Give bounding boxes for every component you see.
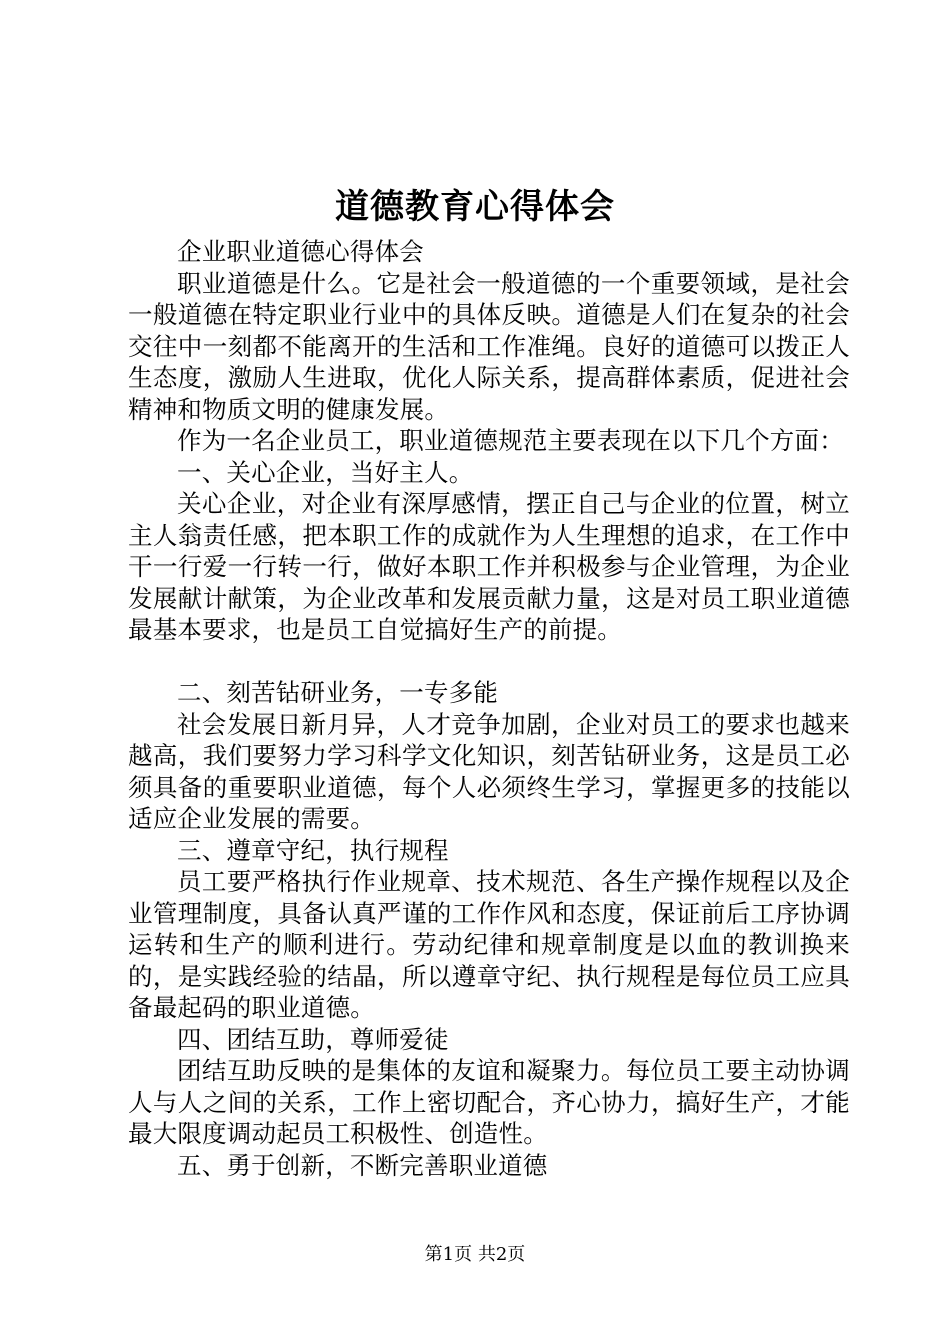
document-body (128, 236, 850, 1181)
section-heading: 二、刻苦钻研业务，一专多能 (177, 678, 499, 707)
section-heading: 四、团结互助，尊师爱徒 (177, 1024, 449, 1054)
body-paragraph: 员工要严格执行作业规章、技术规范、各生产操作规程以及企业管理制度，具备认真严谨的工作作风和态度，保证前后工序协调运转和生产的顺利进行。劳动纪律和规章制度是以血的教训换来的，是实践经验的结晶，所以遵章守纪、执行规程是每位员工应具备最起码的职业道德。 (128, 867, 850, 1022)
subtitle-paragraph: 企业职业道德心得体会 (177, 237, 424, 266)
section-heading: 三、遵章守纪，执行规程 (177, 835, 449, 865)
body-paragraph: 关心企业，对企业有深厚感情，摆正自己与企业的位置，树立主人翁责任感，把本职工作的成就作为人生理想的追求，在工作中干一行爱一行转一行，做好本职工作并积极参与企业管理，为企业发展献计献策，为企业改革和发展贡献力量，这是对员工职业道德最基本要求，也是员工自觉搞好生产的前提。 (128, 489, 850, 644)
body-paragraph: 团结互助反映的是集体的友谊和凝聚力。每位员工要主动协调人与人之间的关系，工作上密切配合，齐心协力，搞好生产，才能最大限度调动起员工积极性、创造性。 (128, 1056, 850, 1148)
section-heading: 五、勇于创新，不断完善职业道德 (177, 1150, 548, 1180)
document-title: 道德教育心得体会 (335, 187, 615, 227)
body-paragraph: 作为一名企业员工，职业道德规范主要表现在以下几个方面： (177, 426, 844, 455)
body-paragraph: 社会发展日新月异，人才竞争加剧，企业对员工的要求也越来越高，我们要努力学习科学文化知识，刻苦钻研业务，这是员工必须具备的重要职业道德，每个人必须终生学习，掌握更多的技能以适应企业发展的需要。 (128, 709, 850, 833)
body-paragraph: 职业道德是什么。它是社会一般道德的一个重要领域，是社会一般道德在特定职业行业中的具体反映。道德是人们在复杂的社会交往中一刻都不能离开的生活和工作准绳。良好的道德可以拨正人生态度，激励人生进取，优化人际关系，提高群体素质，促进社会精神和物质文明的健康发展。 (128, 268, 850, 424)
page-footer: 第1页 共2页 (424, 1244, 526, 1265)
section-heading: 一、关心企业，当好主人。 (177, 457, 474, 487)
